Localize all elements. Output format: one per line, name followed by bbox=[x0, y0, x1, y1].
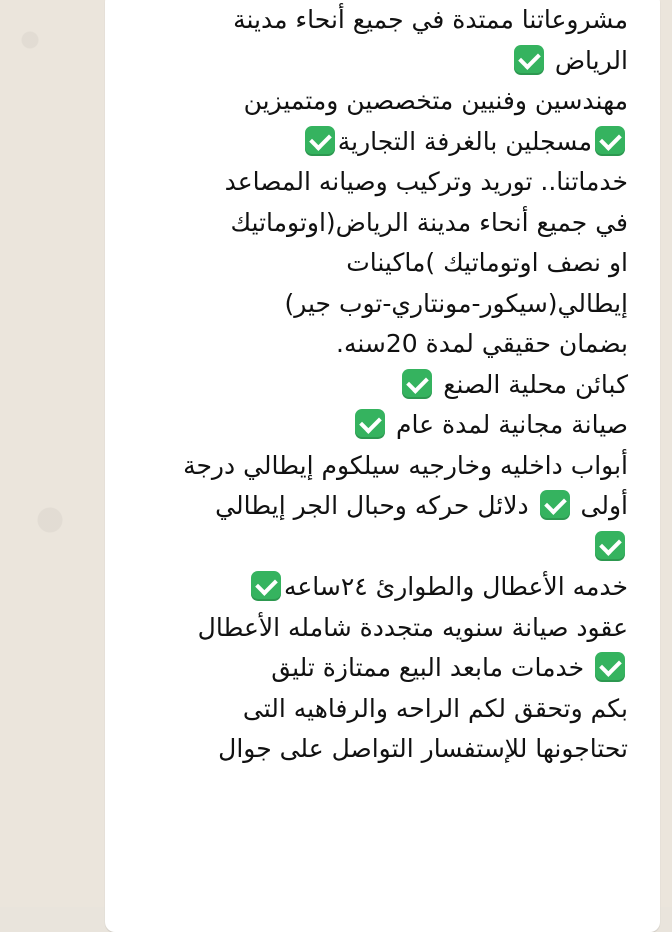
message-line: خدمات مابعد البيع ممتازة تليق bbox=[120, 648, 628, 689]
message-line: كبائن محلية الصنع bbox=[120, 365, 628, 406]
message-line: تحتاجونها للإستفسار التواصل على جوال bbox=[218, 734, 628, 763]
message-line: في جميع أنحاء مدينة الرياض(اوتوماتيك bbox=[230, 207, 628, 237]
check-mark-icon bbox=[540, 490, 570, 520]
message-line: مهندسين وفنيين متخصصين ومتميزين bbox=[243, 86, 628, 115]
check-mark-icon bbox=[305, 126, 335, 156]
message-line: عقود صيانة سنويه متجددة شامله الأعطال bbox=[197, 612, 628, 642]
message-line: أولى دلائل حركه وحبال الجر إيطالي bbox=[215, 491, 628, 520]
message-line: خدماتنا.. توريد وتركيب وصيانه المصاعد bbox=[224, 167, 628, 196]
message-line: بكم وتحقق لكم الراحه والرفاهيه التى bbox=[242, 693, 628, 723]
check-mark-icon bbox=[514, 45, 544, 75]
message-line: او نصف اوتوماتيك )ماكينات bbox=[346, 248, 628, 277]
check-mark-icon bbox=[251, 571, 281, 601]
message-line: إيطالي(سيكور-مونتاري-توب جير) bbox=[284, 288, 628, 318]
message-line: أبواب داخليه وخارجيه سيلكوم إيطالي درجة bbox=[183, 450, 628, 480]
check-mark-icon bbox=[595, 652, 625, 682]
message-line bbox=[120, 527, 628, 568]
message-line: بضمان حقيقي لمدة 20سنه. bbox=[336, 329, 628, 358]
message-line: مسجلين بالغرفة التجارية bbox=[120, 122, 628, 163]
message-line: مشروعاتنا ممتدة في جميع أنحاء مدينة bbox=[233, 5, 628, 34]
message-line: الرياض bbox=[120, 41, 628, 82]
check-mark-icon bbox=[595, 531, 625, 561]
check-mark-icon bbox=[595, 126, 625, 156]
message-line: خدمه الأعطال والطوارئ ٢٤ساعه bbox=[120, 567, 628, 608]
check-mark-icon bbox=[355, 409, 385, 439]
message-line: صيانة مجانية لمدة عام bbox=[120, 405, 628, 446]
message-text bbox=[120, 0, 628, 770]
check-mark-icon bbox=[402, 369, 432, 399]
